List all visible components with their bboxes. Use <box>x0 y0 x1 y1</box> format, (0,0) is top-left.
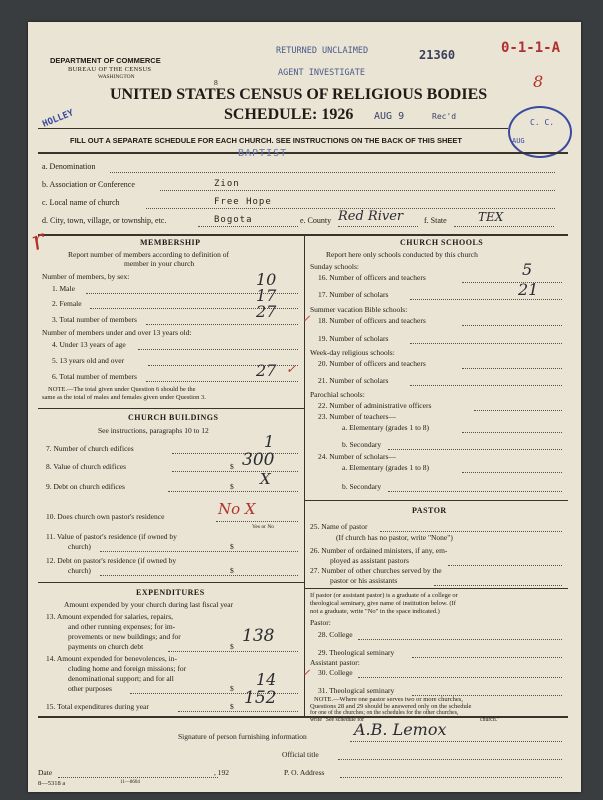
schedule-title: SCHEDULE: 1926 <box>224 106 354 123</box>
q18-label: 18. Number of officers and teachers <box>318 316 426 325</box>
rule <box>338 226 418 227</box>
rule <box>350 741 562 742</box>
red-check-mark: r <box>27 224 50 258</box>
rule <box>448 565 562 566</box>
rule <box>172 453 298 454</box>
q3-value: 27 <box>256 302 277 321</box>
q15-value: 152 <box>244 688 277 708</box>
form-title: UNITED STATES CENSUS OF RELIGIOUS BODIES <box>110 86 488 103</box>
agent-investigate-stamp: AGENT INVESTIGATE <box>278 68 365 78</box>
q19-label: 19. Number of scholars <box>318 334 389 343</box>
q30-label: 30. College <box>318 668 353 677</box>
q10-label: 10. Does church own pastor's residence <box>46 512 165 521</box>
rule <box>304 500 568 501</box>
pastor-label: Pastor: <box>310 618 331 627</box>
aug-stamp-text: AUG <box>512 137 525 145</box>
print-number: 11—8604 <box>120 780 140 785</box>
q24-label: 24. Number of scholars— <box>318 452 396 461</box>
q13-line3: provements or new buildings; and for <box>68 632 181 641</box>
rule <box>388 449 562 450</box>
county-label: e. County <box>300 216 332 225</box>
q1-value: 10 <box>256 270 277 289</box>
official-title-label: Official title <box>282 750 319 759</box>
rule <box>178 711 298 712</box>
rule <box>100 575 298 576</box>
q30-check-mark: ✓ <box>302 668 311 679</box>
expenditures-title: EXPENDITURES <box>136 588 205 597</box>
q27-line1: 27. Number of other churches served by the <box>310 566 442 575</box>
rule <box>462 282 562 283</box>
pastor-note-line4: write "See schedule for <box>310 717 365 723</box>
schools-intro: Report here only schools conducted by this church <box>326 250 478 259</box>
date-label: Date <box>38 768 53 777</box>
small-number-mark: 8 <box>214 78 218 87</box>
rule <box>388 491 562 492</box>
membership-intro-line2: member in your church <box>124 259 195 268</box>
membership-intro-line1: Report number of members according to definition of <box>68 250 229 259</box>
q5-label: 5. 13 years old and over <box>52 356 125 365</box>
parochial-schools-label: Parochial schools: <box>310 390 365 399</box>
county-value: Red River <box>338 209 404 224</box>
q4-label: 4. Under 13 years of age <box>52 340 126 349</box>
rule <box>38 152 568 154</box>
q13-dollar: $ <box>230 642 234 651</box>
q21-label: 21. Number of scholars <box>318 376 389 385</box>
q1-label: 1. Male <box>52 284 75 293</box>
q9-label: 9. Debt on church edifices <box>46 482 125 491</box>
q14-line2: cluding home and foreign missions; for <box>68 664 187 673</box>
buildings-subtitle: See instructions, paragraphs 10 to 12 <box>98 426 209 435</box>
q24a-label: a. Elementary (grades 1 to 8) <box>342 463 430 472</box>
q9-dollar: $ <box>230 482 234 491</box>
city-label: WASHINGTON <box>98 74 135 80</box>
rule <box>100 551 298 552</box>
q11-dollar: $ <box>230 542 234 551</box>
rule <box>172 471 298 472</box>
membership-title: MEMBERSHIP <box>140 238 201 247</box>
rule <box>410 343 562 344</box>
q18-check-mark: ✓ <box>302 314 311 325</box>
received-round-stamp <box>508 106 572 158</box>
local-name-value: Free Hope <box>214 197 272 207</box>
rule <box>198 226 298 227</box>
column-divider <box>304 234 305 716</box>
q17-label: 17. Number of scholars <box>318 290 389 299</box>
rule <box>38 582 304 583</box>
q10-value: No X <box>218 500 256 518</box>
city-label: d. City, town, village, or township, etc. <box>42 216 167 225</box>
q7-value: 1 <box>264 432 275 451</box>
q20-label: 20. Number of officers and teachers <box>318 359 426 368</box>
graduate-note-line3: not a graduate, write "No" in the space indicated.) <box>310 608 440 615</box>
q12-dollar: $ <box>230 566 234 575</box>
pastor-note-line2: Questions 28 and 29 should be answered only on the schedule <box>310 703 472 710</box>
q8-label: 8. Value of church edifices <box>46 462 127 471</box>
rule <box>462 325 562 326</box>
pastor-note-line1: NOTE.—Where one pastor serves two or more churches, <box>314 696 463 703</box>
q14-line1: 14. Amount expended for benevolences, in- <box>46 654 178 663</box>
under-over-label: Number of members under and over 13 years old: <box>42 328 192 337</box>
graduate-note-line2: theological seminary, give name of institution below. (If <box>310 600 456 607</box>
denomination-label: a. Denomination <box>42 162 96 171</box>
weekday-schools-label: Week-day religious schools: <box>310 348 395 357</box>
cc-stamp-text: C. C. <box>530 118 555 127</box>
received-date-stamp: AUG 9 <box>374 111 405 122</box>
graduate-note-line1: If pastor (or assistant pastor) is a graduate of a college or <box>310 592 458 599</box>
association-label: b. Association or Conference <box>42 180 135 189</box>
rule <box>38 408 304 409</box>
received-label-stamp: Rec'd <box>432 112 457 121</box>
membership-note-line2: same as the total of males and females given under Question 3. <box>42 394 206 401</box>
q11-label-line2: church) <box>68 542 91 551</box>
members-by-sex-label: Number of members, by sex: <box>42 272 130 281</box>
q23b-label: b. Secondary <box>342 440 382 449</box>
state-value: TEX <box>478 210 504 224</box>
q26-line1: 26. Number of ordained ministers, if any, em- <box>310 546 448 555</box>
holley-stamp: HOLLEY <box>41 108 76 130</box>
q9-value: X <box>260 470 271 488</box>
q15-label: 15. Total expenditures during year <box>46 702 149 711</box>
denomination-value: BAPTIST <box>238 148 288 159</box>
q11-label-line1: 11. Value of pastor's residence (if owned by <box>46 532 177 541</box>
q28-label: 28. College <box>318 630 353 639</box>
rule <box>462 368 562 369</box>
q25-note: (If church has no pastor, write "None") <box>336 533 453 542</box>
rule <box>146 381 298 382</box>
q3-label: 3. Total number of members <box>52 315 137 324</box>
q6-value: 27 <box>256 361 277 380</box>
rule <box>110 172 555 173</box>
pastor-title: PASTOR <box>412 506 447 515</box>
buildings-title: CHURCH BUILDINGS <box>128 413 219 422</box>
q6-label: 6. Total number of members <box>52 372 137 381</box>
q15-dollar: $ <box>230 702 234 711</box>
pastor-note-line4-end: church." <box>480 717 500 723</box>
q31-label: 31. Theological seminary <box>318 686 395 695</box>
q13-line4: payments on church debt <box>68 642 144 651</box>
rule <box>462 432 562 433</box>
rule <box>380 531 562 532</box>
rule <box>304 588 568 589</box>
q14-dollar: $ <box>230 684 234 693</box>
expenditures-subtitle: Amount expended by your church during last fiscal year <box>64 600 234 609</box>
q14-line3: denominational support; and for all <box>68 674 174 683</box>
local-name-label: c. Local name of church <box>42 198 120 207</box>
q16-label: 16. Number of officers and teachers <box>318 273 426 282</box>
rule <box>454 226 554 227</box>
q8-dollar: $ <box>230 462 234 471</box>
rule <box>160 190 555 191</box>
signature-label: Signature of person furnishing information <box>178 732 307 741</box>
q25-label: 25. Name of pastor <box>310 522 368 531</box>
instruction-banner: FILL OUT A SEPARATE SCHEDULE FOR EACH CHURCH. SEE INSTRUCTIONS ON THE BACK OF THIS SHEET <box>70 136 462 145</box>
rule <box>168 651 298 652</box>
rule <box>38 234 568 236</box>
q13-line2: and other running expenses; for im- <box>68 622 176 631</box>
rule <box>338 759 562 760</box>
q2-label: 2. Female <box>52 299 82 308</box>
rule <box>412 657 562 658</box>
rule <box>138 349 298 350</box>
rule <box>58 777 218 778</box>
q17-value: 21 <box>518 280 539 299</box>
membership-note-line1: NOTE.—The total given under Question 6 should be the <box>48 386 196 393</box>
q6-check-mark: ✓ <box>286 362 297 376</box>
q27-line2: pastor or his assistants <box>330 576 398 585</box>
red-number-mark: 8 <box>533 72 544 91</box>
q23-label: 23. Number of teachers— <box>318 412 396 421</box>
signature: A.B. Lemox <box>354 720 447 739</box>
date-year: , 192 <box>214 768 229 777</box>
rule <box>474 410 562 411</box>
form-number: 8—5318 a <box>38 780 66 787</box>
rule <box>146 324 298 325</box>
q13-line1: 13. Amount expended for salaries, repairs, <box>46 612 174 621</box>
rule <box>358 677 562 678</box>
state-label: f. State <box>424 216 447 225</box>
q8-value: 300 <box>242 450 275 470</box>
q12-label-line2: church) <box>68 566 91 575</box>
q23a-label: a. Elementary (grades 1 to 8) <box>342 423 430 432</box>
association-value: Zion <box>214 179 240 189</box>
bureau-label: BUREAU OF THE CENSUS <box>68 66 152 73</box>
q14-value: 14 <box>256 670 277 689</box>
q13-value: 138 <box>242 626 275 646</box>
sunday-schools-label: Sunday schools: <box>310 262 359 271</box>
schools-title: CHURCH SCHOOLS <box>400 238 484 247</box>
rule <box>358 639 562 640</box>
summer-schools-label: Summer vacation Bible schools: <box>310 305 408 314</box>
rule <box>38 128 508 129</box>
q29-label: 29. Theological seminary <box>318 648 395 657</box>
rule <box>340 777 562 778</box>
pastor-note-line3: for one of the churches; on the schedules for the other churches, <box>310 710 459 716</box>
q26-line2: ployed as assistant pastors <box>330 556 409 565</box>
rule <box>168 491 298 492</box>
yes-no-hint: Yes or No <box>252 524 275 530</box>
rule <box>462 472 562 473</box>
po-address-label: P. O. Address <box>284 768 325 777</box>
q12-label-line1: 12. Debt on pastor's residence (if owned by <box>46 556 177 565</box>
rule <box>410 299 562 300</box>
rule <box>216 521 298 522</box>
q22-label: 22. Number of administrative officers <box>318 401 432 410</box>
q16-value: 5 <box>522 260 533 279</box>
q7-label: 7. Number of church edifices <box>46 444 134 453</box>
assistant-pastor-label: Assistant pastor: <box>310 658 360 667</box>
city-value: Bogota <box>214 215 253 225</box>
q24b-label: b. Secondary <box>342 482 382 491</box>
q2-value: 17 <box>256 286 277 305</box>
code-stamp: 0-1-1-A <box>501 40 561 56</box>
q14-line4: other purposes <box>68 684 112 693</box>
rule <box>434 585 562 586</box>
census-schedule-sheet <box>28 22 581 792</box>
department-label: DEPARTMENT OF COMMERCE <box>50 56 161 65</box>
rule <box>410 385 562 386</box>
returned-unclaimed-stamp: RETURNED UNCLAIMED <box>276 46 369 56</box>
serial-number-stamp: 21360 <box>419 48 456 62</box>
